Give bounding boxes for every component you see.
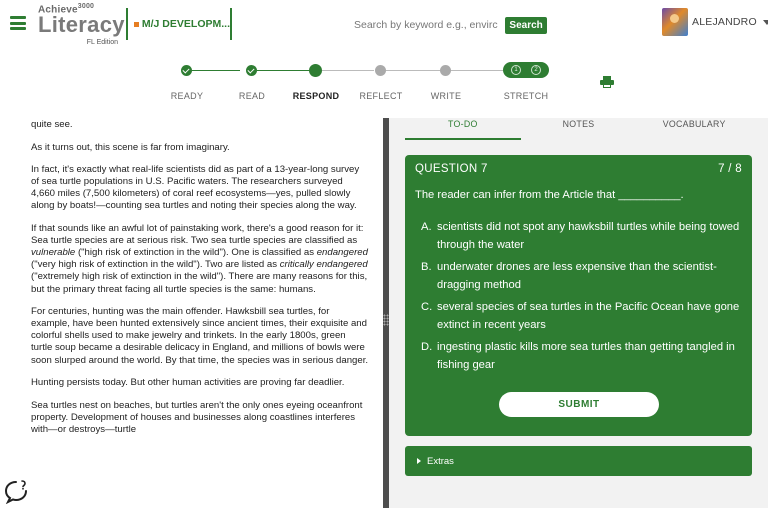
step-respond-dot[interactable] [309, 64, 322, 77]
option-text: scientists did not spot any hawksbill turtles while being towed through the water [437, 221, 740, 251]
article-paragraph [31, 223, 369, 296]
option-text: ingesting plastic kills more sea turtles than getting tangled in fishing gear [437, 341, 735, 371]
step-label-read[interactable]: READ [238, 91, 266, 101]
answer-option-b[interactable] [421, 259, 741, 294]
lesson-stepper [0, 58, 768, 108]
step-reflect-dot[interactable] [375, 65, 386, 76]
article-paragraph: For centuries, hunting was the main offender. Hawksbill sea turtles, for example, have been hunted extensively since ancient times, their exquisite and colorful shells used to make jewelry and trinkets. In the early 1800s, green turtle soup became a desirable delicacy in England, and millions of bowls were soon slurped around the world. By that time, the species was in serious danger. [31, 306, 369, 366]
logo-achieve: Achieve [38, 4, 78, 16]
caret-right-icon [417, 458, 421, 464]
stretch-mark-1: 1 [511, 65, 521, 75]
article-pane [0, 118, 383, 508]
question-text: The reader can infer from the Article that __________. [415, 189, 684, 201]
class-name: M/J DEVELOPM... [141, 18, 230, 30]
article-paragraph: In fact, it's exactly what real-life scientists did as part of a 13-year-long survey of sea turtle populations in U.S. Pacific waters. The researchers surveyed 4,660 miles (7,500 kilometers) of coral reef ecosystems—yes, pulled slowly along by boats!—counting sea turtles and noting their species along the way. [31, 164, 360, 212]
app-header [0, 0, 768, 118]
article-term-critically-endangered: critically endangered [279, 259, 368, 271]
user-menu[interactable] [662, 8, 768, 36]
option-text: underwater drones are less expensive than the scientist-dragging method [437, 261, 717, 291]
extras-toggle[interactable] [405, 446, 752, 476]
answer-option-c[interactable] [421, 299, 741, 334]
option-letter: B. [421, 261, 432, 273]
step-ready-check-icon[interactable] [181, 65, 192, 76]
article-text: If that sounds like an awful lot of painstaking work, there's a good reason for it: Sea turtle species are at serious risk. Two sea turtle species are classified as [31, 223, 364, 247]
step-connector [322, 70, 374, 71]
option-letter: C. [421, 301, 433, 313]
step-connector [192, 70, 240, 71]
chevron-down-icon [763, 20, 768, 25]
article-text: ("extremely high risk of extinction in the wild"). There are many reasons for this, but the primary threat facing all turtle species is the same: humans. [31, 271, 368, 295]
step-label-respond[interactable]: RESPOND [292, 91, 340, 101]
answer-option-d[interactable] [421, 339, 741, 374]
print-icon[interactable] [600, 76, 614, 88]
submit-button[interactable]: SUBMIT [499, 392, 659, 417]
article-term-endangered: endangered [316, 247, 368, 259]
answer-option-a[interactable] [421, 219, 741, 254]
literacy-logo[interactable] [38, 3, 125, 47]
logo-edition: FL Edition [86, 39, 118, 46]
activity-panel [389, 118, 768, 508]
step-connector [451, 70, 503, 71]
question-label: QUESTION 7 [415, 163, 488, 175]
option-text: several species of sea turtles in the Pacific Ocean have gone extinct in recent years [437, 301, 740, 331]
step-label-write[interactable]: WRITE [430, 91, 462, 101]
step-label-reflect[interactable]: REFLECT [359, 91, 403, 101]
stretch-mark-2: 2 [531, 65, 541, 75]
menu-icon[interactable] [10, 16, 26, 30]
step-connector [257, 70, 310, 71]
tab-vocabulary[interactable]: VOCABULARY [662, 119, 726, 129]
panel-tabs [405, 118, 752, 140]
search-input[interactable] [354, 16, 503, 34]
step-stretch-pill[interactable] [503, 62, 549, 78]
step-label-ready[interactable]: READY [170, 91, 204, 101]
user-name: ALEJANDRO [692, 16, 757, 28]
answer-options [421, 219, 741, 379]
article-paragraph: Sea turtles nest on beaches, but turtles aren't the only ones eyeing oceanfront property. Development of houses and businesses along coastlines interferes with—or destroys—turtle [31, 399, 363, 435]
step-read-check-icon[interactable] [246, 65, 257, 76]
chat-help-icon[interactable] [3, 478, 29, 504]
article-text: ("high risk of extinction in the wild"). One is classified as [75, 247, 317, 259]
search-button[interactable]: Search [505, 17, 547, 34]
tab-to-do[interactable]: TO-DO [405, 118, 521, 140]
tab-notes[interactable]: NOTES [562, 119, 595, 129]
article-paragraph: As it turns out, this scene is far from imaginary. [31, 141, 230, 153]
step-write-dot[interactable] [440, 65, 451, 76]
option-letter: A. [421, 221, 432, 233]
step-connector [386, 70, 440, 71]
logo-literacy: Literacy [38, 12, 125, 38]
logo-3000: 3000 [77, 3, 95, 10]
question-count: 7 / 8 [718, 163, 742, 175]
step-label-stretch[interactable]: STRETCH [503, 91, 549, 101]
article-term-vulnerable: vulnerable [31, 247, 76, 259]
article-paragraph: Hunting persists today. But other human activities are proving far deadlier. [31, 377, 345, 389]
class-selector[interactable] [126, 8, 232, 40]
extras-label: Extras [427, 455, 454, 467]
option-letter: D. [421, 341, 433, 353]
article-paragraph: quite see. [31, 119, 73, 130]
search-bar [354, 15, 547, 35]
article-text: ("very high risk of extinction in the wild"). Two are listed as [31, 259, 280, 271]
question-card [405, 155, 752, 436]
class-color-square [134, 22, 139, 27]
avatar [662, 8, 688, 36]
